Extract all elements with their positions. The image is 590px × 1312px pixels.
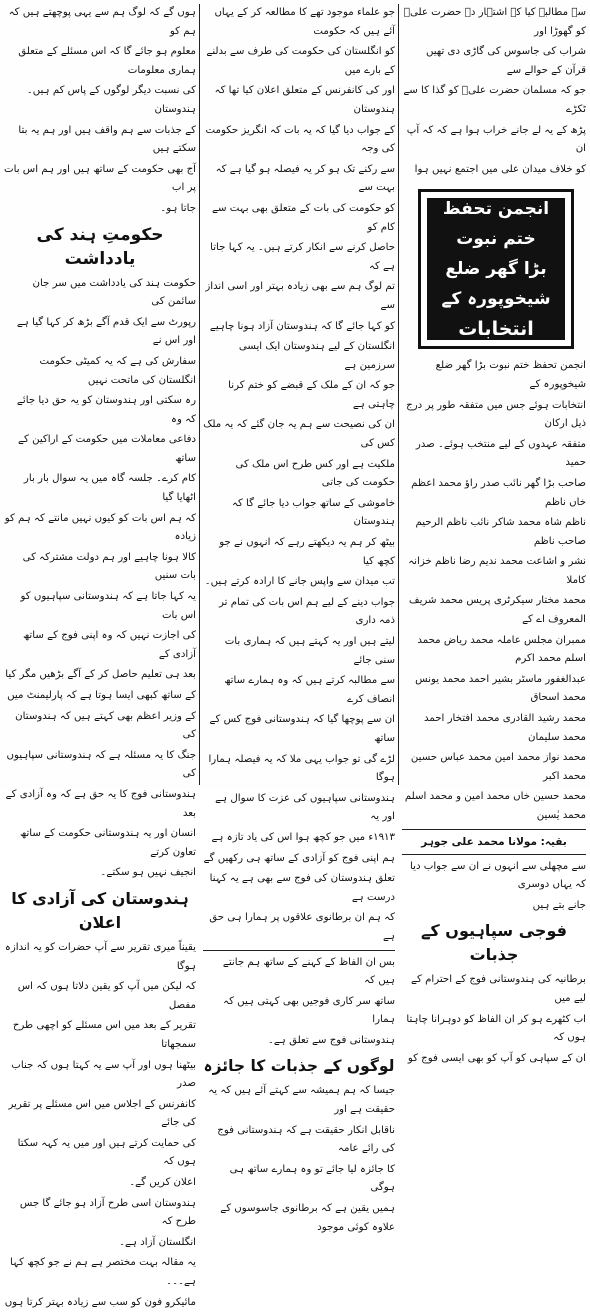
middle-column bbox=[203, 4, 395, 1233]
announcement-box bbox=[418, 189, 574, 349]
section-divider bbox=[402, 854, 586, 855]
text-line: دفاعی معاملات میں حکومت کے اراکین کے ساتھ bbox=[18, 434, 196, 464]
text-line: کہ ہم ان برطانوی علاقوں پر ہمارا ہی حق ہے bbox=[209, 912, 395, 942]
text-line: کام کرے۔ جلسہ گاہ میں یہ سوال بار بار اٹھایا گیا bbox=[23, 473, 196, 504]
text-line: ملکیت ہے اور کس طرح اس ملک کی حکومت کی جاتی bbox=[235, 458, 395, 489]
text-line: معلوم ہو جائے گا کہ اس مسئلے کے متعلق ہماری معلومات bbox=[18, 46, 196, 76]
text-line: انگلستان آزاد ہے۔ bbox=[119, 1236, 196, 1248]
text-line: بعد ہی تعلیم حاصل کر کے آگے بڑھیں مگر کیا bbox=[5, 669, 196, 681]
text-line: ممبران مجلس عاملہ محمد ریاض محمد اسلم محمد اکرم bbox=[417, 634, 586, 665]
text-line: ہوں گے کہ لوگ ہم سے یہی پوچھتے ہیں کہ ہم کو bbox=[8, 7, 196, 37]
section-divider bbox=[402, 829, 586, 830]
text-line: جاتا ہو۔ bbox=[160, 202, 196, 214]
heading-government-memo: حکومتِ ہند کی یادداشت bbox=[36, 224, 164, 269]
text-line: ہندوستانی سپاہیوں کی عزت کا سوال ہے اور یہ bbox=[215, 792, 395, 823]
text-line: کہ لیکن میں آپ کو یقین دلاتا ہوں کہ اس مفصل bbox=[17, 981, 196, 1011]
text-line: رہ سکتی اور ہندوستان کو یہ حق دیا جائے کہ وہ bbox=[16, 395, 196, 425]
section-independence-announcement bbox=[4, 939, 196, 1312]
text-line: جیسا کہ ہم ہمیشہ سے کہتے آئے ہیں کہ یہ حقیقت ہے اور bbox=[208, 1085, 395, 1116]
announcement-line-2: بڑا گھر ضلع شیخوپورہ کے bbox=[441, 259, 551, 310]
text-line: سے مطالبہ کرتے ہیں کہ وہ ہمارے ساتھ انصاف کرے bbox=[224, 675, 395, 705]
text-line: متفقہ عہدوں کے لیے منتخب ہوئے۔ صدر حمید bbox=[415, 438, 586, 469]
announcement-line-3: انتخابات bbox=[458, 318, 534, 341]
announcement-box-inner bbox=[427, 198, 565, 340]
text-line: حکومت ہند کی یادداشت میں سر جان سائمن کی bbox=[32, 277, 196, 308]
text-line: خاموشی کے ساتھ جواب دیا جائے گا کہ ہندوستان bbox=[232, 497, 395, 528]
section-public-sentiment bbox=[203, 1082, 395, 1237]
right-column bbox=[402, 4, 586, 1064]
text-line: کو خلاف میدان علی میں اجتمع نہیں ہوا bbox=[414, 163, 586, 175]
announcement-line-1: انجمن تحفظ ختم نبوت bbox=[442, 199, 550, 250]
text-line: انتخابات ہوئے جس میں متفقہ طور پر درج ذیل ارکان bbox=[406, 399, 586, 430]
section-government-memo bbox=[4, 275, 196, 883]
section-soldiers-sentiment bbox=[402, 971, 586, 1068]
text-line: انجیف نہیں ہو سکتے۔ bbox=[100, 867, 196, 879]
text-line: لڑے گی تو جواب یہی ملا کہ یہ فیصلہ ہمارا ہوگا bbox=[208, 753, 395, 784]
text-line: ان سے پوچھا گیا کہ ہندوستانی فوج کس کے ساتھ bbox=[209, 714, 395, 744]
text-line: جو کہ مسلمان حضرت علیؓ کو گذا کا سے ٹکڑے bbox=[403, 85, 586, 115]
text-line: محمد رشید القادری محمد افتخار احمد محمد سلیمان bbox=[424, 713, 586, 743]
text-line: ناظم شاہ محمد شاکر نائب ناظم الرحیم صاحب ناظم bbox=[415, 517, 586, 547]
text-line: ہندوستانی فوج سے تعلق ہے۔ bbox=[267, 1034, 395, 1046]
text-line: کہ ہم اس بات کو کیوں نہیں مانتے کہ ہم کو زیادہ bbox=[4, 512, 196, 543]
continuation-credit: بقیہ: مولانا محمد علی جوہر bbox=[421, 835, 567, 848]
text-line: بس ان الفاظ کے کہنے کے ساتھ ہم جانتے ہیں کہ bbox=[222, 956, 395, 987]
text-line: نشر و اشاعت محمد ندیم رضا ناظم خزانہ کاملا bbox=[408, 556, 586, 586]
text-line: ۱۹۱۳ء میں جو کچھ ہوا اس کی یاد تازہ ہے bbox=[211, 831, 395, 843]
text-line: مائیکرو فون کو سب سے زیادہ بہتر کرتا ہوں bbox=[4, 1296, 196, 1308]
text-line: جانے بتے ہیں bbox=[532, 899, 586, 911]
text-line: ہندوستان اسی طرح آزاد ہو جائے گا جس طرح کہ bbox=[19, 1197, 196, 1228]
text-line: اعلان کریں گے۔ bbox=[129, 1177, 196, 1189]
text-line: محمد حسین خاں محمد امین و محمد اسلم محمد یٰسین bbox=[404, 791, 586, 821]
text-line: کے جذبات سے ہم واقف ہیں اور ہم یہ بتا سکتے ہیں bbox=[18, 124, 196, 155]
text-line: یقیناً میری تقریر سے آپ حضرات کو یہ اندازہ ہوگا bbox=[4, 941, 196, 972]
text-line: ان کی نصیحت سے ہم یہ جان گئے کہ یہ ملک کس کی bbox=[203, 419, 395, 450]
text-line: لیتے ہیں اور یہ کہتے ہیں کہ ہماری بات سنی جائے bbox=[224, 636, 395, 666]
heading-independence-announcement: ہندوستان کی آزادی کا اعلان bbox=[11, 888, 189, 932]
section-divider bbox=[203, 950, 395, 951]
text-line: ہندوستانی فوج کا یہ حق ہے کہ وہ آزادی کے بعد bbox=[5, 788, 196, 819]
right-column-election-text bbox=[402, 357, 586, 825]
text-line: کے جواب دیا گیا کہ یہ بات کہ انگریز حکومت کی وجہ bbox=[205, 124, 395, 155]
text-line: کی حمایت کرتے ہیں اور میں یہ کہہ سکتا ہوں کہ bbox=[17, 1137, 196, 1168]
announcement-box-slot bbox=[402, 181, 586, 357]
middle-column-text bbox=[203, 4, 395, 947]
text-line: تم لوگ ہم سے بھی زیادہ بہتر اور اسی انداز سے bbox=[205, 281, 395, 311]
text-line: ہمیں یقین ہے کہ برطانوی جاسوسوں کے علاوہ کوئی موجود bbox=[220, 1203, 395, 1233]
text-line: کے وزیر اعظم بھی کہتے ہیں کہ ہندوستان کی bbox=[15, 710, 196, 741]
right-column-continuation-text bbox=[402, 858, 586, 916]
heading-public-sentiment: لوگوں کے جذبات کا جائزہ bbox=[203, 1057, 395, 1076]
text-line: کانفرنس کے اجلاس میں اس مسئلے پر تقریر کی جائے bbox=[8, 1098, 196, 1129]
middle-column-mid-text bbox=[203, 954, 395, 1051]
text-line: کے ساتھ کبھی ایسا ہوتا ہے کہ پارلیمنٹ میں bbox=[7, 690, 196, 701]
text-line: بیٹھنا ہوں اور آپ سے یہ کہتا ہوں کہ جناب صدر bbox=[11, 1059, 196, 1090]
text-line: محمد نواز محمد امین محمد عباس حسین محمد اکبر bbox=[410, 752, 586, 782]
text-line: یہ مقالہ بہت مختصر ہے ہم نے جو کچھ کہا ہے۔۔۔ bbox=[10, 1257, 196, 1288]
text-line: کو انگلستان کی حکومت کی طرف سے بدلنے کے بارے میں bbox=[206, 46, 395, 76]
right-column-top-text bbox=[402, 4, 586, 179]
text-line: جواب دینے کے لیے ہم اس بات کی تمام تر ذمہ داری bbox=[219, 596, 395, 627]
text-line: کی نسبت دیگر لوگوں کے پاس کم ہیں۔ ہندوستان bbox=[26, 85, 196, 115]
left-column bbox=[4, 4, 196, 1308]
text-line: رپورٹ سے ایک قدم آگے بڑھ کر کہا گیا ہے اور اس نے bbox=[16, 316, 196, 347]
text-line: برطانیہ کی ہندوستانی فوج کے احترام کے لیے میں bbox=[411, 974, 586, 1004]
text-line: عبدالغفور ماسٹر بشیر احمد محمد یونس محمد اسحاق bbox=[415, 673, 586, 704]
text-line: جو کہ ان کے ملک کے قبضے کو ختم کرنا چاہتی ہے bbox=[228, 380, 395, 410]
text-line: جو علماء موجود تھے کا مطالعہ کر کے یہاں آئے ہیں کہ حکومت bbox=[214, 7, 395, 37]
text-line: تقریر کے بعد میں اس مسئلے کو اچھی طرح سمجھاتا bbox=[12, 1020, 196, 1050]
text-line: جنگ کا یہ مسئلہ ہے کہ ہندوستانی سپاہیوں کی bbox=[6, 749, 196, 780]
text-line: انجمن تحفظ ختم نبوت بڑا گھر ضلع شیخوپورہ کے bbox=[435, 360, 586, 390]
text-line: ساتھ سر کاری فوجیں بھی کہتی ہیں کہ ہمارا bbox=[223, 995, 395, 1026]
text-line: کالا ہونا چاہیے اور ہم دولت مشترکہ کی بات سنیں bbox=[22, 551, 196, 582]
column-divider bbox=[199, 4, 200, 785]
text-line: ہم اپنی فوج کو آزادی کے ساتھ ہی رکھیں گے bbox=[203, 852, 395, 864]
text-line: سے مطالبہ کیا کہ اشتہار دے حضرت علیؓ کو گھوڑا اور bbox=[403, 7, 586, 37]
text-line: کا جائزہ لیا جائے تو وہ ہمارے ساتھ ہی ہوگی bbox=[229, 1163, 395, 1194]
text-line: صاحب بڑا گھر نائب صدر راؤ محمد اعظم خاں ناظم bbox=[411, 477, 586, 508]
text-line: پڑھ کے یہ لے جانے خراب ہوا ہے کہ کہ آپ ان bbox=[406, 124, 586, 155]
text-line: کو حکومت کی بات کے متعلق بھی بہت سے کام کو bbox=[211, 202, 395, 233]
text-line: شراب کی جاسوس کی گاڑی دی تھیں قرآن کے حوالے سے bbox=[425, 46, 586, 76]
text-line: ناقابل انکار حقیقت ہے کہ ہندوستانی فوج کی رائے عامہ bbox=[217, 1124, 395, 1155]
text-line: تعلق ہندوستان کی فوج سے بھی ہے یہ کہنا درست ہے bbox=[209, 873, 395, 903]
heading-soldiers-sentiment: فوجی سپاہیوں کے جذبات bbox=[421, 921, 567, 965]
text-line: ان کے سپاہی کو آپ کو بھی ایسی فوج کو bbox=[407, 1052, 586, 1064]
text-line: اب کٹھرے ہو کر ان الفاظ کو دوہرانا چاہتا ہوں کہ bbox=[406, 1013, 586, 1044]
text-line: اور کی کانفرنس کے متعلق اعلان کیا تھا کہ ہندوستان bbox=[214, 85, 395, 115]
text-line: کو کہا جائے گا کہ ہندوستان آزاد ہونا چاہیے bbox=[209, 320, 395, 332]
text-line: آج بھی حکومت کے ساتھ ہیں اور ہم اس بات پر اب bbox=[4, 163, 196, 194]
column-divider bbox=[398, 4, 399, 785]
text-line: سے مچھلی سے انہوں نے ان سے جواب دیا کہ یہاں دوسری bbox=[410, 860, 586, 891]
text-line: انسان اور یہ ہندوستانی حکومت کے ساتھ تعاون کرتے bbox=[20, 828, 196, 858]
text-line: سے رکنے تک ہو کر یہ فیصلہ ہو گیا ہے کہ بہت سے bbox=[215, 163, 395, 194]
text-line: کی اجازت نہیں کہ وہ اپنی فوج کے ساتھ آزادی کے bbox=[22, 630, 196, 660]
text-line: یہ کہا جاتا ہے کہ ہندوستانی سپاہیوں کو اس بات bbox=[20, 591, 196, 621]
text-line: حاصل کرنے سے انکار کرتے ہیں۔ یہ کہا جاتا ہے کہ bbox=[210, 242, 395, 272]
left-column-top-text bbox=[4, 4, 196, 219]
text-line: بیٹھ کر ہم یہ دیکھتے رہے کہ انہوں نے جو کچھ کیا bbox=[219, 537, 395, 567]
text-line: محمد مختار سیکرٹری پریس محمد شریف المعروف اے کے bbox=[409, 595, 586, 626]
text-line: تب میدان سے واپس جانے کا ارادہ کرتے ہیں۔ bbox=[204, 576, 395, 588]
text-line: سفارش کی ہے کہ یہ کمیٹی حکومت انگلستان کی ماتحت نہیں bbox=[39, 355, 196, 386]
text-line: انگلستان کے لیے ہندوستان ایک ایسی سرزمین ہے bbox=[238, 341, 395, 371]
